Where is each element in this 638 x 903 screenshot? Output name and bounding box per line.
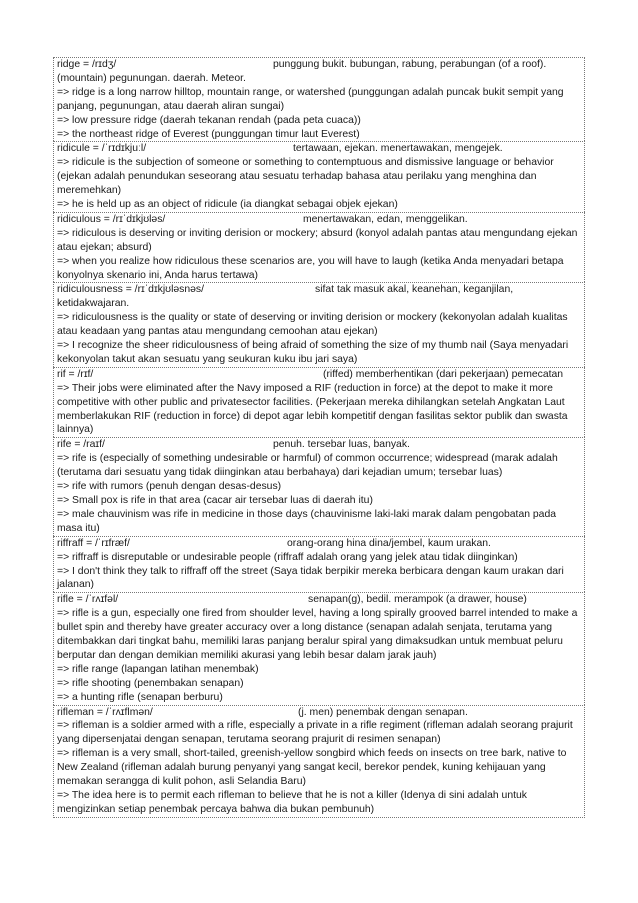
- entry-term: rife = /raɪf/: [57, 439, 105, 451]
- entry-term: riffraff = /ˈrɪfræf/: [57, 537, 130, 549]
- entry-term: ridicule = /ˈrɪdɪkjuːl/: [57, 143, 147, 155]
- entry-line: => male chauvinism was rife in medicine in those days (chauvinisme laki-laki marak dalam pengobatan pada masa itu): [57, 508, 557, 534]
- entry-headline: [57, 213, 582, 227]
- entry-line: => a hunting rifle (senapan berburu): [57, 691, 223, 703]
- entry-line: => riffraff is disreputable or undesirable people (riffraff adalah orang yang jelek atau tidak diinginkan): [57, 551, 518, 563]
- entry-headline: [57, 537, 582, 551]
- entry-term: ridiculous = /rɪˈdɪkjʊləs/: [57, 213, 166, 225]
- entry-line: => I recognize the sheer ridiculousness of being afraid of something the size of my thumb nail (Saya menyadari kekonyolan takut akan sesuatu yang seukuran kuku ibu jari saya): [57, 340, 569, 365]
- entry-term: rifleman = /ˈrʌɪflmən/: [57, 706, 153, 718]
- entry-meaning: (riffed) memberhentikan (dari pekerjaan) pemecatan: [323, 368, 564, 380]
- entry-term: rif = /rɪf/: [57, 368, 94, 380]
- entry-rifleman: [53, 705, 585, 818]
- entry-meaning: (j. men) penembak dengan senapan.: [298, 706, 468, 718]
- entry-line: => rifle shooting (penembakan senapan): [57, 677, 244, 689]
- entry-line: => Small pox is rife in that area (cacar air tersebar luas di daerah itu): [57, 495, 373, 506]
- entry-line: => Their jobs were eliminated after the Navy imposed a RIF (reduction in force) at the depot to make it more competitive with other public and privatesector facilities. (Pekerjaan mereka dihilangkan setelah Angkatan Laut memberlakukan RIF (reduction in force) di depot agar lebih kompetitif dengan fasilitas sektor publik dan swasta lainnya): [57, 382, 568, 436]
- entry-headline: [57, 438, 582, 452]
- entry-riffraff: [53, 536, 585, 593]
- entry-meaning: tertawaan, ejekan. menertawakan, mengejek.: [293, 143, 503, 155]
- entry-line: => ridiculousness is the quality or state of deserving or inviting derision or mockery (kekonyolan adalah kualitas atau keadaan yang pantas atau mengundang cemoohan atau ejekan): [57, 312, 568, 338]
- entry-term: rifle = /ˈrʌɪfəl/: [57, 594, 119, 606]
- entry-meaning: menertawakan, edan, menggelikan.: [303, 213, 468, 225]
- entry-term: ridge = /rɪdʒ/: [57, 59, 117, 70]
- entry-rifle: [53, 592, 585, 704]
- entry-line: => I don't think they talk to riffraff off the street (Saya tidak berpikir mereka berbicara dengan kaum urakan dari jalanan): [57, 565, 564, 591]
- entry-line: => rife is (especially of something undesirable or harmful) of common occurrence; widespread (marak adalah (terutama dari sesuatu yang tidak diinginkan atau berbahaya) dari kejadian umum; tersebar luas): [57, 453, 558, 479]
- entry-line: => rifleman is a very small, short-tailed, greenish-yellow songbird which feeds on insects on tree bark, native to New Zealand (rifleman adalah burung penyanyi yang sangat kecil, berekor pendek, kuning kehijauan yang memakan serangga di kulit pohon, asli Selandia Baru): [57, 748, 567, 788]
- entry-line: (mountain) pegunungan. daerah. Meteor.: [57, 72, 246, 84]
- entry-line: => The idea here is to permit each rifleman to believe that he is not a killer (Idenya di sini adalah untuk mengizinkan setiap penembak percaya bahwa dia bukan pembunuh): [57, 789, 527, 815]
- entry-line: => low pressure ridge (daerah tekanan rendah (pada peta cuaca)): [57, 114, 361, 126]
- entry-headline: [57, 706, 582, 720]
- entry-meaning: sifat tak masuk akal, keanehan, keganjilan,: [315, 284, 514, 296]
- entry-line: ketidakwajaran.: [57, 298, 130, 310]
- entry-line: => ridiculous is deserving or inviting derision or mockery; absurd (konyol adalah pantas atau mengundang ejekan atau ejekan; absurd): [57, 227, 578, 253]
- entry-meaning: punggung bukit. bubungan, rabung, perabungan (of a roof).: [273, 59, 547, 70]
- entry-line: => he is held up as an object of ridicule (ia diangkat sebagai objek ejekan): [57, 199, 398, 211]
- entry-term: ridiculousness = /rɪˈdɪkjʊləsnəs/: [57, 284, 204, 296]
- entry-ridiculous: [53, 212, 585, 283]
- entry-line: => rifleman is a soldier armed with a rifle, especially a private in a rifle regiment (rifleman adalah seorang prajurit yang dipersenjatai dengan senapan, terutama seorang prajurit di resimen senapan): [57, 720, 573, 746]
- entry-line: => when you realize how ridiculous these scenarios are, you will have to laugh (ketika Anda menyadari betapa konyolnya skenario ini, Anda harus tertawa): [57, 255, 564, 281]
- entry-ridiculousness: [53, 282, 585, 366]
- entry-line: => rifle is a gun, especially one fired from shoulder level, having a long spirally grooved barrel intended to make a bullet spin and thereby have greater accuracy over a long distance (senapan adalah senjata, terutama yang ditembakkan dari tingkat bahu, memiliki laras panjang beralur spiral yang dimaksudkan untuk membuat peluru berputar dan dengan demikian memiliki akurasi yang lebih besar dalam jarak jauh): [57, 608, 578, 661]
- entry-rife: [53, 437, 585, 535]
- entry-headline: [57, 593, 582, 607]
- entry-line: => rifle range (lapangan latihan menembak): [57, 663, 259, 675]
- entry-headline: [57, 58, 582, 72]
- entry-line: => ridicule is the subjection of someone or something to contemptuous and dismissive language or behavior (ejekan adalah penundukan seseorang atau sesuatu terhadap bahasa atau perilaku yang menghina dan meremehkan): [57, 157, 554, 197]
- entry-headline: [57, 368, 582, 382]
- dictionary-page: [53, 57, 585, 818]
- entry-line: => rife with rumors (penuh dengan desas-desus): [57, 481, 282, 493]
- entry-headline: [57, 142, 582, 156]
- entry-ridge: [53, 57, 585, 141]
- entry-ridicule: [53, 141, 585, 212]
- entry-meaning: senapan(g), bedil. merampok (a drawer, house): [308, 594, 527, 606]
- entry-meaning: penuh. tersebar luas, banyak.: [273, 439, 410, 451]
- entry-meaning: orang-orang hina dina/jembel, kaum urakan.: [287, 537, 491, 549]
- entry-line: => the northeast ridge of Everest (punggungan timur laut Everest): [57, 128, 360, 140]
- entry-rif: [53, 367, 585, 438]
- entry-line: => ridge is a long narrow hilltop, mountain range, or watershed (punggungan adalah puncak bukit sempit yang panjang, pegunungan, atau daerah aliran sungai): [57, 86, 564, 112]
- entry-headline: [57, 283, 582, 297]
